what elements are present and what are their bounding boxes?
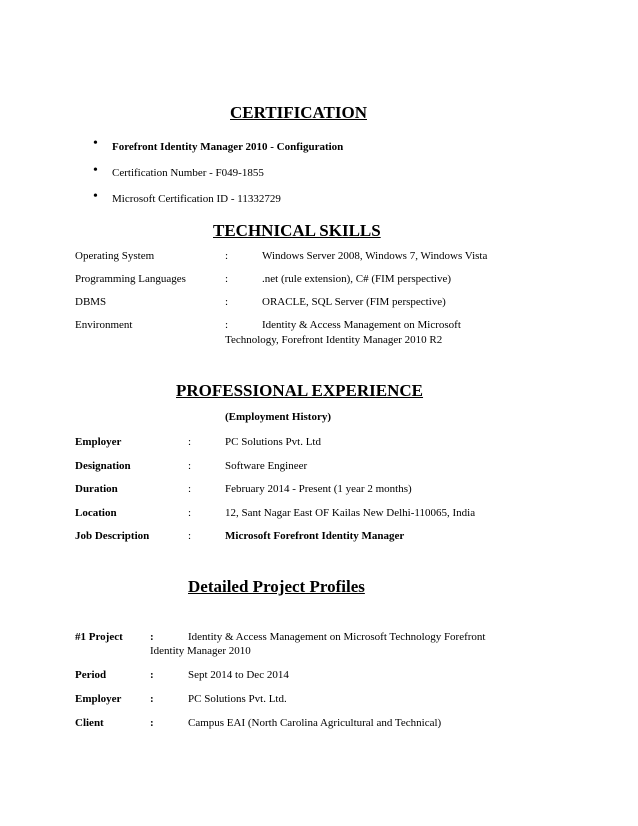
certification-item: Microsoft Certification ID - 11332729 bbox=[112, 193, 281, 205]
skill-value: ORACLE, SQL Server (FIM perspective) bbox=[262, 296, 446, 308]
certification-heading: CERTIFICATION bbox=[230, 103, 367, 122]
skill-separator: : bbox=[225, 273, 229, 285]
experience-heading: PROFESSIONAL EXPERIENCE bbox=[176, 381, 424, 400]
skill-label: Operating System bbox=[75, 250, 155, 262]
project-detail-separator: : bbox=[150, 717, 154, 729]
skill-value: Identity & Access Management on Microsoft bbox=[262, 319, 461, 331]
bullet-icon: • bbox=[93, 189, 98, 204]
project-detail-separator: : bbox=[150, 693, 154, 705]
bullet-icon: • bbox=[93, 136, 98, 151]
experience-value: Software Engineer bbox=[225, 460, 308, 472]
project-separator: : bbox=[150, 631, 154, 643]
employment-history-subheading: (Employment History) bbox=[225, 411, 332, 423]
certification-item: Certification Number - F049-1855 bbox=[112, 167, 264, 179]
bullet-icon: • bbox=[93, 163, 98, 178]
project-detail-separator: : bbox=[150, 669, 154, 681]
experience-label: Designation bbox=[75, 460, 131, 472]
technical-skills-heading: TECHNICAL SKILLS bbox=[213, 221, 381, 240]
project-profiles-heading: Detailed Project Profiles bbox=[188, 577, 365, 596]
experience-separator: : bbox=[188, 483, 192, 495]
experience-label: Job Description bbox=[75, 530, 150, 542]
project-detail-label: Period bbox=[75, 669, 107, 681]
skill-separator: : bbox=[225, 296, 229, 308]
skill-value: .net (rule extension), C# (FIM perspective) bbox=[262, 273, 452, 285]
project-detail-value: PC Solutions Pvt. Ltd. bbox=[188, 693, 287, 705]
certification-item: Forefront Identity Manager 2010 - Configuration bbox=[112, 141, 344, 153]
project-detail-label: Employer bbox=[75, 693, 122, 705]
experience-value: February 2014 - Present (1 year 2 months) bbox=[225, 483, 412, 495]
project-detail-label: Client bbox=[75, 717, 104, 729]
skill-label: DBMS bbox=[75, 296, 107, 308]
experience-value: 12, Sant Nagar East OF Kailas New Delhi-110065, India bbox=[225, 507, 476, 519]
experience-label: Location bbox=[75, 507, 117, 519]
project-value: Identity & Access Management on Microsoft Technology Forefront bbox=[188, 631, 486, 643]
experience-label: Employer bbox=[75, 436, 122, 448]
experience-separator: : bbox=[188, 436, 192, 448]
project-value-continuation: Identity Manager 2010 bbox=[150, 645, 251, 657]
experience-value: Microsoft Forefront Identity Manager bbox=[225, 530, 405, 542]
experience-separator: : bbox=[188, 507, 192, 519]
project-detail-value: Campus EAI (North Carolina Agricultural and Technical) bbox=[188, 717, 442, 729]
experience-label: Duration bbox=[75, 483, 118, 495]
skill-value-continuation: Technology, Forefront Identity Manager 2010 R2 bbox=[225, 334, 443, 346]
skill-separator: : bbox=[225, 250, 229, 262]
project-label: #1 Project bbox=[75, 631, 123, 643]
experience-value: PC Solutions Pvt. Ltd bbox=[225, 436, 321, 448]
experience-separator: : bbox=[188, 460, 192, 472]
skill-separator: : bbox=[225, 319, 229, 331]
skill-label: Programming Languages bbox=[75, 273, 186, 285]
skill-value: Windows Server 2008, Windows 7, Windows Vista bbox=[262, 250, 488, 262]
project-detail-value: Sept 2014 to Dec 2014 bbox=[188, 669, 289, 681]
skill-label: Environment bbox=[75, 319, 133, 331]
experience-separator: : bbox=[188, 530, 192, 542]
